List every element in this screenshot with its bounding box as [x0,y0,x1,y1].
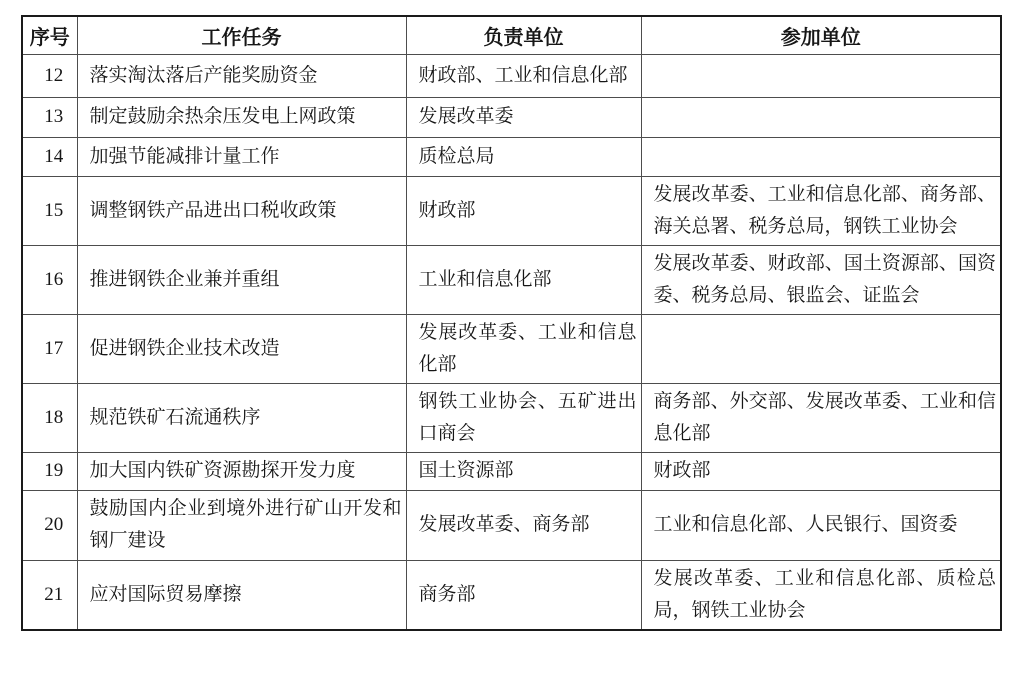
cell-serial-number: 15 [22,176,77,245]
cell-serial-number: 18 [22,383,77,452]
table-row [22,560,1001,630]
cell-work-task: 推进钢铁企业兼并重组 [77,245,406,314]
cell-participating-unit: 工业和信息化部、人民银行、国资委 [641,490,1001,560]
cell-work-task: 调整钢铁产品进出口税收政策 [77,176,406,245]
cell-participating-unit: 发展改革委、工业和信息化部、质检总局，钢铁工业协会 [641,560,1001,630]
cell-work-task: 加强节能减排计量工作 [77,137,406,176]
cell-serial-number: 16 [22,245,77,314]
table-row [22,452,1001,490]
cell-work-task: 鼓励国内企业到境外进行矿山开发和钢厂建设 [77,490,406,560]
header-serial-number: 序号 [22,16,77,54]
table-row [22,383,1001,452]
cell-serial-number: 20 [22,490,77,560]
cell-work-task: 应对国际贸易摩擦 [77,560,406,630]
table-row [22,137,1001,176]
header-participating-unit: 参加单位 [641,16,1001,54]
cell-participating-unit [641,314,1001,383]
cell-participating-unit [641,97,1001,137]
cell-work-task: 促进钢铁企业技术改造 [77,314,406,383]
cell-responsible-unit: 钢铁工业协会、五矿进出口商会 [406,383,641,452]
table-row [22,176,1001,245]
cell-responsible-unit: 发展改革委 [406,97,641,137]
cell-participating-unit: 商务部、外交部、发展改革委、工业和信息化部 [641,383,1001,452]
cell-work-task: 制定鼓励余热余压发电上网政策 [77,97,406,137]
cell-participating-unit: 发展改革委、财政部、国土资源部、国资委、税务总局、银监会、证监会 [641,245,1001,314]
cell-participating-unit [641,54,1001,97]
cell-responsible-unit: 商务部 [406,560,641,630]
table-row [22,490,1001,560]
cell-work-task: 规范铁矿石流通秩序 [77,383,406,452]
cell-serial-number: 12 [22,54,77,97]
cell-responsible-unit: 质检总局 [406,137,641,176]
cell-participating-unit: 财政部 [641,452,1001,490]
table-row [22,97,1001,137]
cell-responsible-unit: 发展改革委、工业和信息化部 [406,314,641,383]
cell-responsible-unit: 财政部、工业和信息化部 [406,54,641,97]
header-work-task: 工作任务 [77,16,406,54]
cell-serial-number: 13 [22,97,77,137]
cell-work-task: 加大国内铁矿资源勘探开发力度 [77,452,406,490]
table-row [22,314,1001,383]
cell-responsible-unit: 工业和信息化部 [406,245,641,314]
cell-serial-number: 14 [22,137,77,176]
cell-responsible-unit: 国土资源部 [406,452,641,490]
task-assignment-table [21,15,1002,631]
cell-serial-number: 21 [22,560,77,630]
cell-serial-number: 19 [22,452,77,490]
table-row [22,54,1001,97]
cell-participating-unit: 发展改革委、工业和信息化部、商务部、海关总署、税务总局，钢铁工业协会 [641,176,1001,245]
table-row [22,245,1001,314]
cell-responsible-unit: 发展改革委、商务部 [406,490,641,560]
cell-serial-number: 17 [22,314,77,383]
cell-work-task: 落实淘汰落后产能奖励资金 [77,54,406,97]
cell-participating-unit [641,137,1001,176]
table-header-row [22,16,1001,54]
header-responsible-unit: 负责单位 [406,16,641,54]
cell-responsible-unit: 财政部 [406,176,641,245]
